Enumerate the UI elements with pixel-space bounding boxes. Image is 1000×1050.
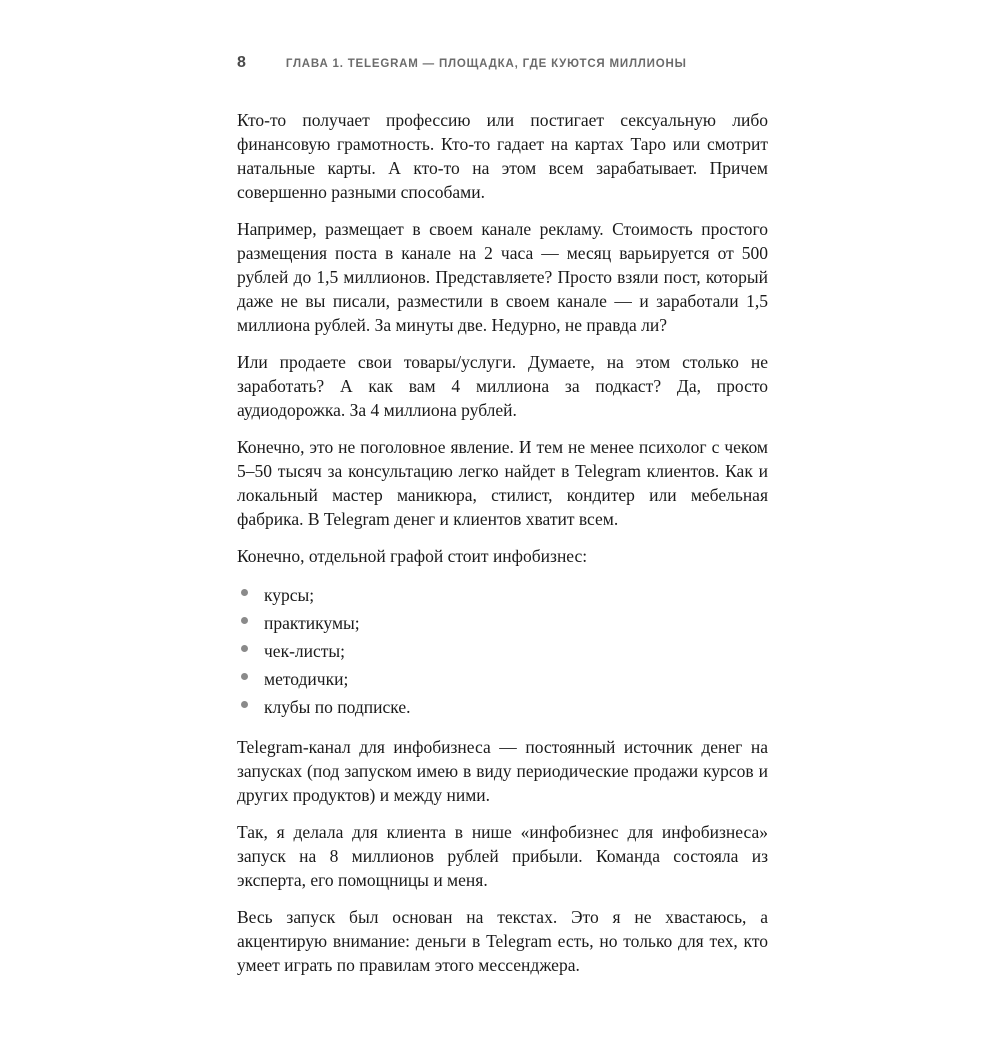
list-item <box>237 665 768 693</box>
list-item <box>237 637 768 665</box>
list-item-label: чек-листы; <box>264 641 346 661</box>
paragraph: Весь запуск был основан на текстах. Это я не хвастаюсь, а акцентирую внимание: деньги в Telegram есть, но только для тех, кто умеет играть по правилам этого мессенджера. <box>237 907 768 975</box>
paragraph: Telegram-канал для инфобизнеса — постоянный источник денег на запусках (под запуском имею в виду периодические продажи курсов и других продуктов) и между ними. <box>237 737 768 805</box>
paragraph: Например, размещает в своем канале рекламу. Стоимость простого размещения поста в канале на 2 часа — месяц варьируется от 500 рублей до 1,5 миллионов. Представляете? Просто взяли пост, который даже не вы писали, разместили в своем канале — и заработали 1,5 миллиона рублей. За минуты две. Недурно, не правда ли? <box>237 219 768 335</box>
list-item-label: курсы; <box>264 585 315 605</box>
bulleted-list <box>237 581 768 721</box>
paragraph: Конечно, это не поголовное явление. И тем не менее психолог с чеком 5–50 тысяч за консультацию легко найдет в Telegram клиентов. Как и локальный мастер маникюра, стилист, кондитер или мебельная фабрика. В Telegram денег и клиентов хватит всем. <box>237 437 768 529</box>
paragraph: Так, я делала для клиента в нише «инфобизнес для инфобизнеса» запуск на 8 миллионов рублей прибыли. Команда состояла из эксперта, его помощницы и меня. <box>237 822 768 890</box>
running-header <box>237 54 768 72</box>
paragraph: Кто-то получает профессию или постигает сексуальную либо финансовую грамотность. Кто-то гадает на картах Таро или смотрит натальные карты. А кто-то на этом всем зарабатывает. Причем совершенно разными способами. <box>237 110 768 202</box>
chapter-title: ГЛАВА 1. TELEGRAM — ПЛОЩАДКА, ГДЕ КУЮТСЯ МИЛЛИОНЫ <box>285 58 687 70</box>
bullet-icon <box>241 673 248 680</box>
paragraph: Конечно, отдельной графой стоит инфобизнес: <box>237 546 588 566</box>
list-item-label: практикумы; <box>264 613 360 633</box>
body-text <box>237 108 768 977</box>
list-item <box>237 581 768 609</box>
list-item <box>237 693 768 721</box>
list-item-label: клубы по подписке. <box>264 697 411 717</box>
paragraph: Или продаете свои товары/услуги. Думаете, на этом столько не заработать? А как вам 4 миллиона за подкаст? Да, просто аудиодорожка. За 4 миллиона рублей. <box>237 352 768 420</box>
list-item-label: методички; <box>264 669 349 689</box>
bullet-icon <box>241 589 248 596</box>
bullet-icon <box>241 645 248 652</box>
bullet-icon <box>241 701 248 708</box>
list-item <box>237 609 768 637</box>
page-number: 8 <box>237 54 246 71</box>
bullet-icon <box>241 617 248 624</box>
